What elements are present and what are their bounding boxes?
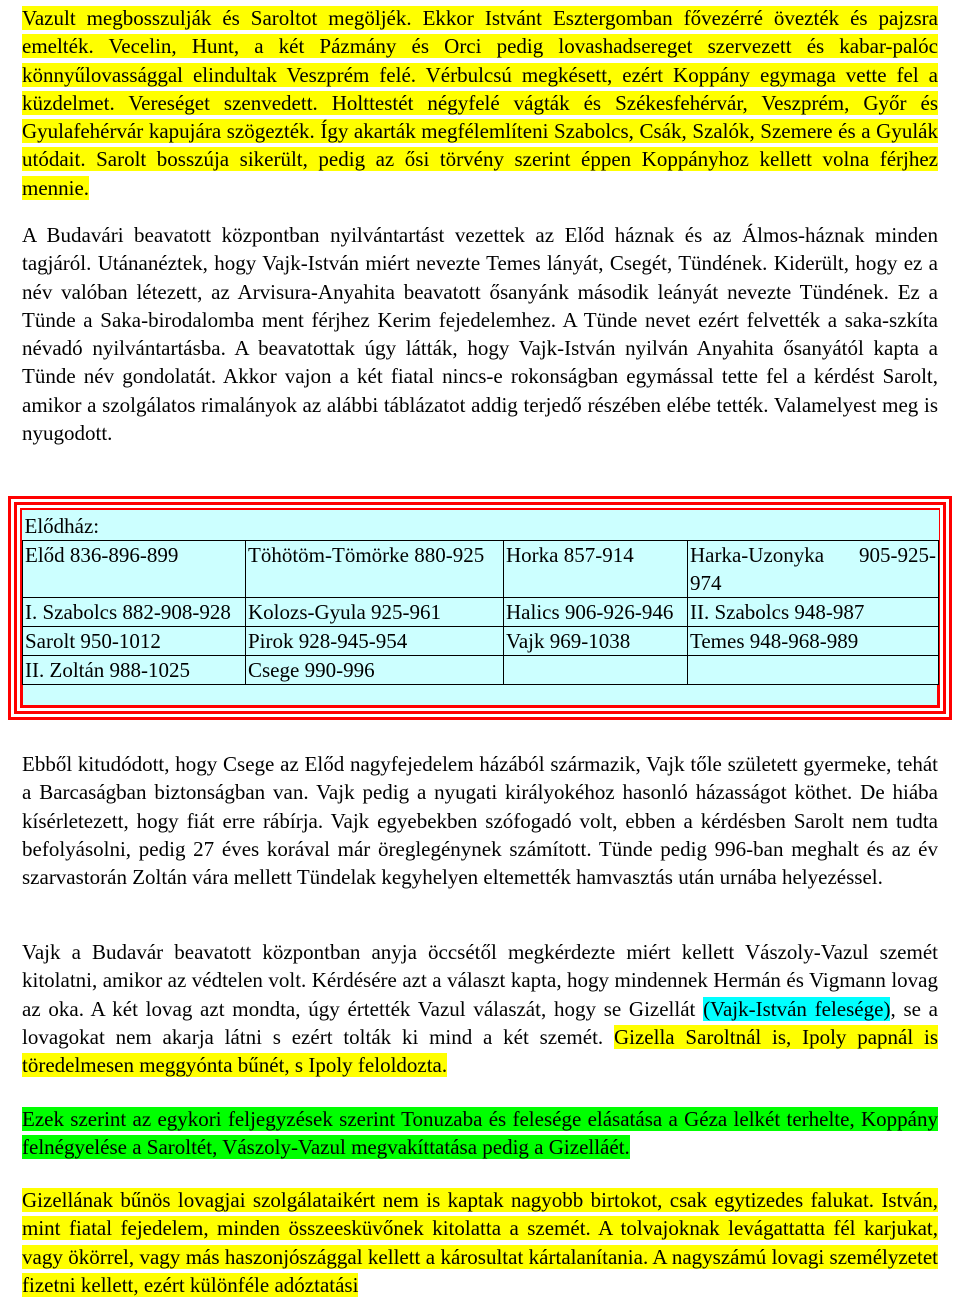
paragraph-6 (22, 1186, 938, 1299)
paragraph-5-text: Ezek szerint az egykori feljegyzések szerint Tonuzaba és felesége elásatása a Géza lelkét terhelte, Koppány felnégyelése a Saroltét, Vászoly-Vazul megvakíttatása pedig a Gizelláét. (22, 1107, 938, 1160)
paragraph-4 (22, 938, 938, 1079)
paragraph-4-highlight-yellow: Gizella Saroltnál is, Ipoly papnál is töredelmesen meggyónta bűnét, s Ipoly feloldozta. (22, 1024, 938, 1078)
table-row (23, 656, 939, 685)
elodhaz-table (22, 510, 939, 685)
table-cell: Kolozs-Gyula 925-961 (246, 598, 504, 627)
table-cell: Előd 836-896-899 (23, 541, 246, 598)
table-cell: Töhötöm-Tömörke 880-925 (246, 541, 504, 598)
table-cell: Halics 906-926-946 (504, 598, 688, 627)
paragraph-3: Ebből kitudódott, hogy Csege az Előd nagyfejedelem házából származik, Vajk tőle született gyermeke, tehát a Barcaságban biztonságban van. Vajk pedig a nyugati királyokéhoz hasonló házasságot köthet. De hiába kísérletezett, hogy fiát erre rábírja. Vajk egyebekben szófogadó volt, ebben a kérdésben Sarolt nem tudta befolyásolni, pedig 27 éves korával már öreglegénynek számított. Tünde pedig 996-ban meghalt és az év szarvastorán Zoltán vára mellett Tündelak kegyhelyen eltemették hamvasztás után urnába helyezéssel. (22, 752, 938, 890)
table-cell: Harka-Uzonyka 905-925-974 (688, 541, 939, 598)
table-cell: II. Zoltán 988-1025 (23, 656, 246, 685)
paragraph-4-text-a: Vajk a Budavár beavatott központban anyja öccsétől megkérdezte miért kellett Vászoly-Vazul szemét kitolatni, amikor az védtelen volt. Kérdésére azt a választ kapta, hogy mindennek Hermán és Vigmann lovag az oka. A két lovag azt mondta, úgy értették Vazul válaszát, hogy se Gizellát (22, 940, 938, 1021)
table-title: Elődház: (24, 514, 100, 538)
paragraph-2: A Budavári beavatott központban nyilvántartást vezettek az Előd háznak és az Álmos-háznak minden tagjáról. Utánanéztek, hogy Vajk-István miért nevezte Temes lányát, Csegét, Tündének. Kiderült, hogy ez a név valóban létezett, az Arvisura-Anyahita beavatott ősanyánk második leányát nevezte Tündének. Ez a Tünde a Saka-birodalomba ment férjhez Kerim fejedelemhez. A Tünde nevet ezért felvették a saka-szkíta névadó nyilvántartásba. A beavatottak úgy látták, hogy Vajk-István nyilván Anyahita ősanyától kapta a Tünde név gondolatát. Akkor vajon a két fiatal nincs-e rokonságban egymással tette fel a kérdést Sarolt, amikor a szolgálatos rimalányok az alábbi táblázatot addig terjedő részében elébe tették. Valamelyest meg is nyugodott. (22, 223, 938, 446)
table-row (23, 541, 939, 598)
table-row (23, 598, 939, 627)
paragraph-1 (22, 4, 938, 202)
table-cell (504, 656, 688, 685)
paragraph-4-text-b: , se a lovagokat nem akarja látni s ezért tolták ki mind a két szemét. (22, 996, 938, 1049)
table-cell: Pirok 928-945-954 (246, 627, 504, 656)
paragraph-1-text: Vazult megbosszulják és Saroltot megöljék. Ekkor Istvánt Esztergomban fővezérré övezték és pajzsra emelték. Vecelin, Hunt, a két Pázmány és Orci pedig lovashadsereget szervezett és kabar-palóc könnyűlovassággal elindultak Veszprém felé. Vérbulcsú megkésett, ezért Koppány egymaga vette fel a küzdelmet. Vereséget szenvedett. Holttestét négyfelé vágták és Székesfehérvár, Veszprém, Győr és Gyulafehérvár kapujára szögezték. Így akarták megfélemlíteni Szabolcs, Csák, Szalók, Szemere és a Gyulák utódait. Sarolt bosszúja sikerült, pedig az ősi törvény szerint éppen Koppányhoz kellett volna férjhez mennie. (22, 6, 938, 200)
paragraph-5 (22, 1105, 938, 1162)
table-cell: Horka 857-914 (504, 541, 688, 598)
table-cell: Temes 948-968-989 (688, 627, 939, 656)
table-cell: I. Szabolcs 882-908-928 (23, 598, 246, 627)
table-cell: Sarolt 950-1012 (23, 627, 246, 656)
table-row (23, 627, 939, 656)
table-cell: Vajk 969-1038 (504, 627, 688, 656)
table-cell: Csege 990-996 (246, 656, 504, 685)
table-cell: II. Szabolcs 948-987 (688, 598, 939, 627)
paragraph-6-text: Gizellának bűnös lovagjai szolgálataikért nem is kaptak nagyobb birtokot, csak egytizedes falukat. István, mint fiatal fejedelem, minden összeesküvőnek kitolatta a szemét. A tolvajoknak levágattatta fél karjukat, vagy ökörrel, vagy más haszonjószággal kellett a károsultat kártalanítania. A nagyszámú lovagi személyzetet fizetni kellett, ezért különféle adóztatási (22, 1188, 938, 1297)
paragraph-4-highlight-cyan: (Vajk-István felesége) (703, 996, 891, 1021)
table-cell (688, 656, 939, 685)
